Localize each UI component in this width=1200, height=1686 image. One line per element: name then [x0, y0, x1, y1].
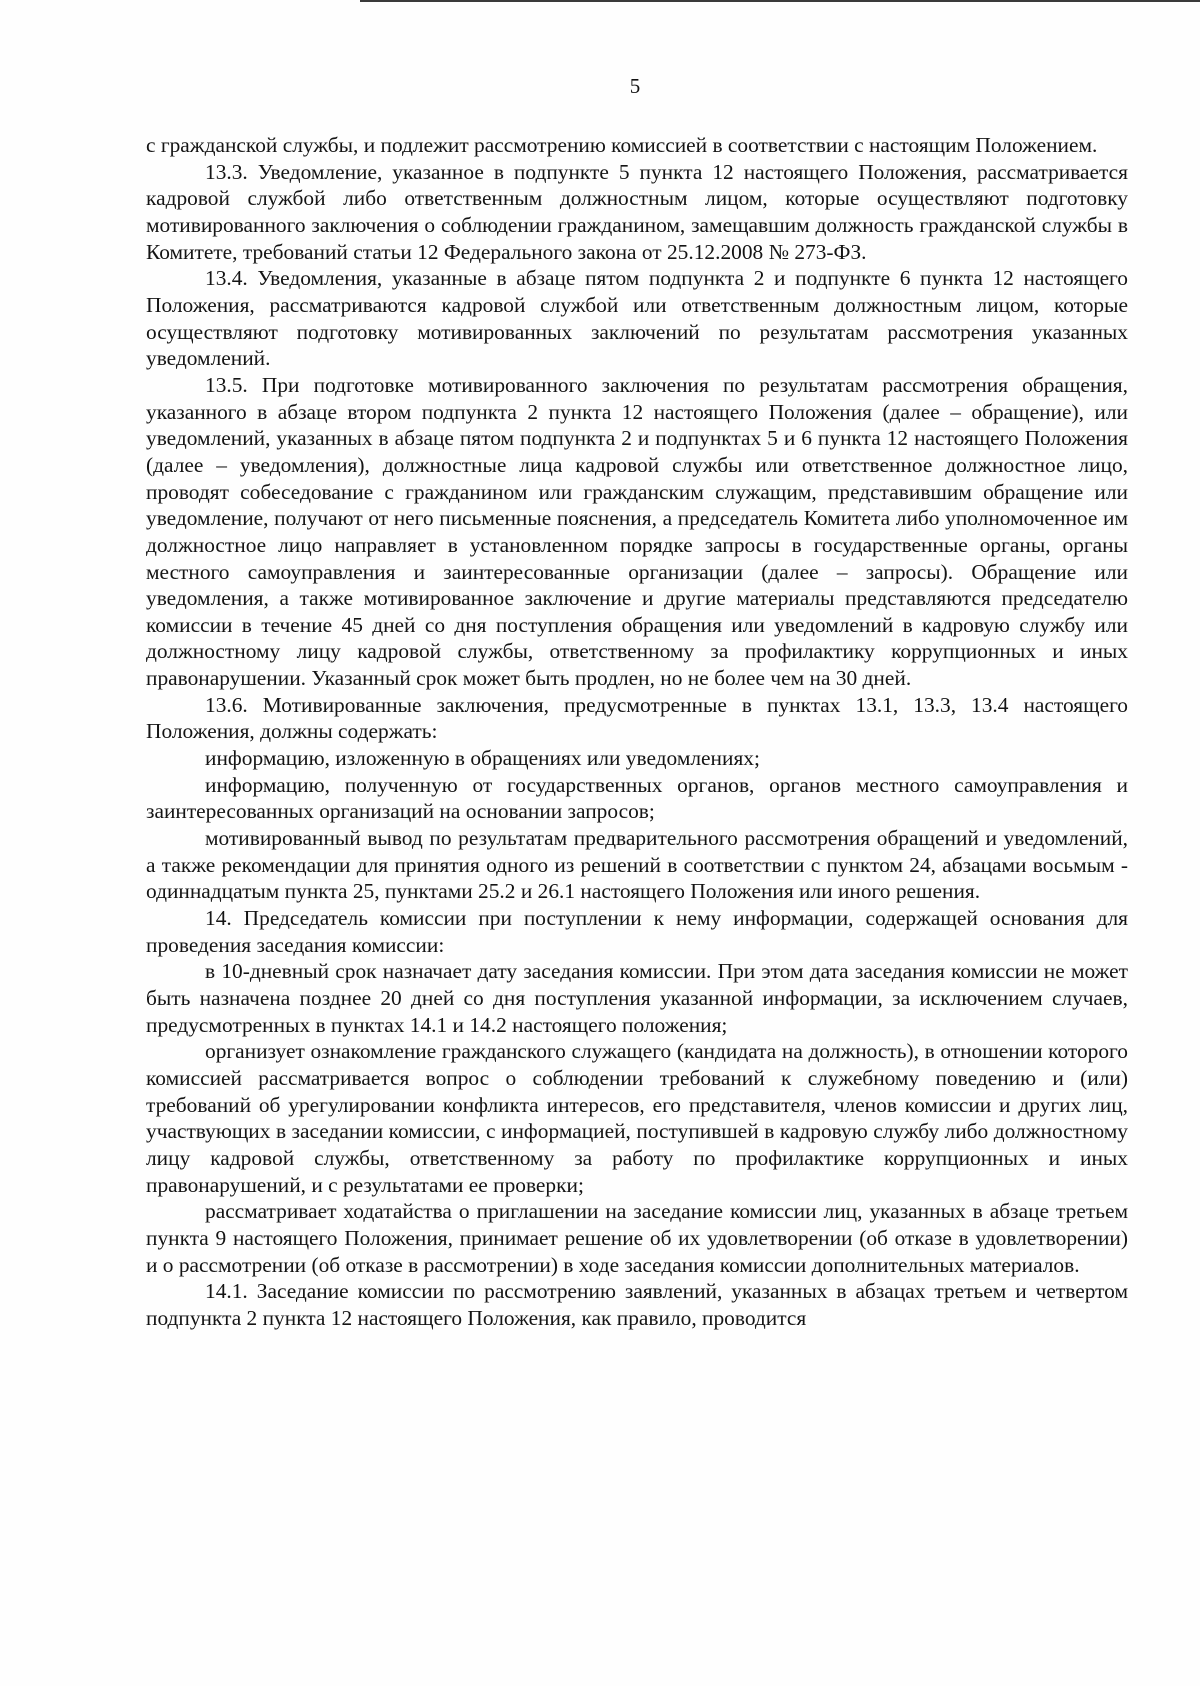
- paragraph-14-item-3: рассматривает ходатайства о приглашении на заседание комиссии лиц, указанных в абзаце третьем пункта 9 настоящего Положения, принимает решение об их удовлетворении (об отказе в удовлетворении) и о рассмотрении (об отказе в рассмотрении) в ходе заседания комиссии дополнительных материалов.: [146, 1199, 1128, 1277]
- paragraph-13-6-item-1: информацию, изложенную в обращениях или уведомлениях;: [205, 746, 760, 771]
- top-border-line: [360, 0, 1200, 2]
- paragraph-13-5: 13.5. При подготовке мотивированного заключения по результатам рассмотрения обращения, указанного в абзаце втором подпункта 2 пункта 12 настоящего Положения (далее – обращение), или уведомлений, указанных в абзаце пятом подпункта 2 и подпунктах 5 и 6 пункта 12 настоящего Положения (далее – уведомления), должностные лица кадровой службы или ответственное должностное лицо, проводят собеседование с гражданином или гражданским служащим, представившим обращение или уведомление, получают от него письменные пояснения, а председатель Комитета либо уполномоченное им должностное лицо направляет в установленном порядке запросы в государственные органы, органы местного самоуправления и заинтересованные организации (далее – запросы). Обращение или уведомления, а также мотивированное заключение и другие материалы представляются председателю комиссии в течение 45 дней со дня поступления обращения или уведомлений в кадровую службу или должностному лицу кадровой службы, ответственному за профилактику коррупционных и иных правонарушении. Указанный срок может быть продлен, но не более чем на 30 дней.: [146, 372, 1128, 691]
- page-number: 5: [629, 74, 641, 98]
- paragraph-13-4: 13.4. Уведомления, указанные в абзаце пятом подпункта 2 и подпункте 6 пункта 12 настоящего Положения, рассматриваются кадровой службой или ответственным должностным лицом, которые осуществляют подготовку мотивированных заключений по результатам рассмотрения указанных уведомлений.: [146, 266, 1128, 371]
- paragraph-13-6-item-2: информацию, полученную от государственных органов, органов местного самоуправления и заинтересованных организаций на основании запросов;: [146, 772, 1128, 824]
- paragraph-14-item-2: организует ознакомление гражданского служащего (кандидата на должность), в отношении которого комиссией рассматривается вопрос о соблюдении требований к служебному поведению и (или) требований об урегулировании конфликта интересов, его представителя, членов комиссии и других лиц, участвующих в заседании комиссии, с информацией, поступившей в кадровую службу либо должностному лицу кадровой службы, ответственному за работу по профилактике коррупционных и иных правонарушений, и с результатами ее проверки;: [146, 1039, 1128, 1197]
- paragraph-13-6-item-3: мотивированный вывод по результатам предварительного рассмотрения обращений и уведомлений, а также рекомендации для принятия одного из решений в соответствии с пунктом 24, абзацами восьмым - одиннадцатым пункта 25, пунктами 25.2 и 26.1 настоящего Положения или иного решения.: [146, 826, 1128, 904]
- paragraph-13-6: 13.6. Мотивированные заключения, предусмотренные в пунктах 13.1, 13.3, 13.4 настоящего Положения, должны содержать:: [146, 692, 1128, 744]
- paragraph-14: 14. Председатель комиссии при поступлении к нему информации, содержащей основания для проведения заседания комиссии:: [146, 906, 1128, 957]
- paragraph-continuation: с гражданской службы, и подлежит рассмотрению комиссией в соответствии с настоящим Положением.: [146, 133, 1098, 157]
- paragraph-14-1: 14.1. Заседание комиссии по рассмотрению заявлений, указанных в абзацах третьем и четвертом подпункта 2 пункта 12 настоящего Положения, как правило, проводится: [146, 1279, 1128, 1330]
- paragraph-14-item-1: в 10-дневный срок назначает дату заседания комиссии. При этом дата заседания комиссии не может быть назначена позднее 20 дней со дня поступления указанной информации, за исключением случаев, предусмотренных в пунктах 14.1 и 14.2 настоящего положения;: [146, 959, 1128, 1037]
- paragraph-13-3: 13.3. Уведомление, указанное в подпункте 5 пункта 12 настоящего Положения, рассматривается кадровой службой либо ответственным должностным лицом, которые осуществляют подготовку мотивированного заключения о соблюдении гражданином, замещавшим должность гражданской службы в Комитете, требований статьи 12 Федерального закона от 25.12.2008 № 273-ФЗ.: [146, 159, 1128, 264]
- document-body: [146, 132, 1128, 1332]
